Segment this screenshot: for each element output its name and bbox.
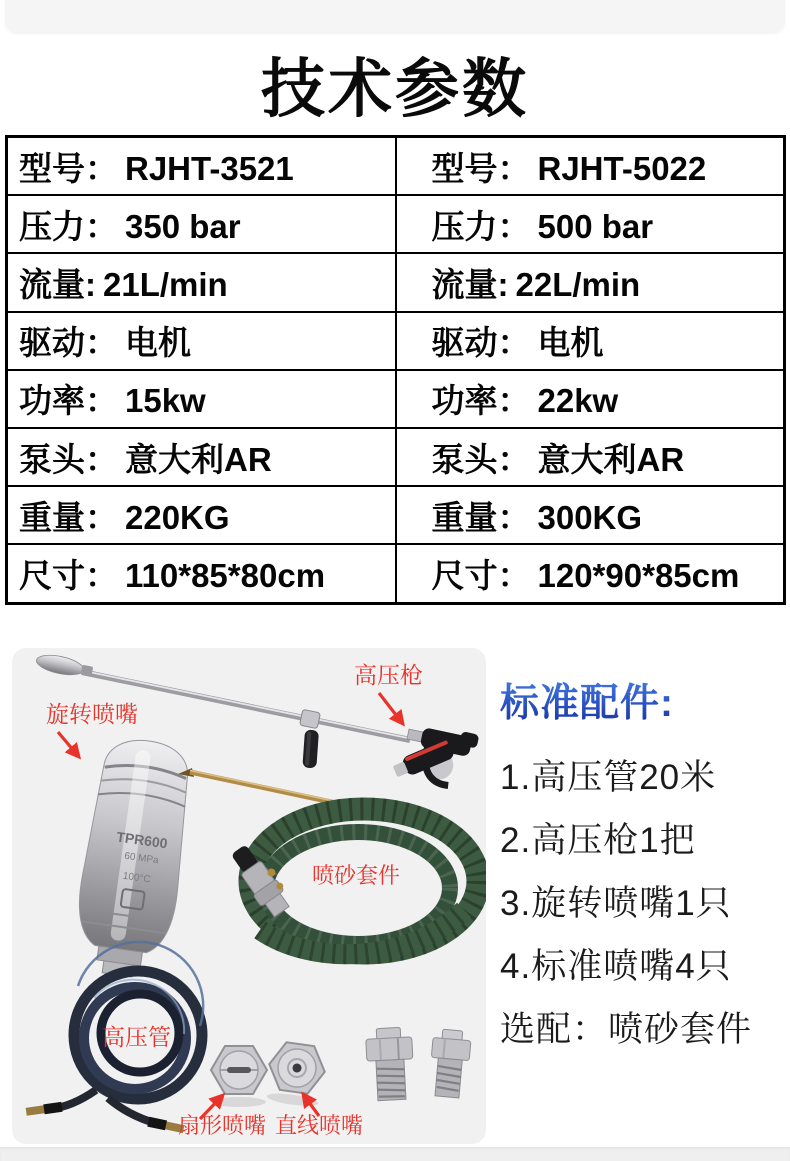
spec-sep: ：: [85, 207, 118, 245]
spec-value: 意大利AR: [125, 440, 272, 478]
spec-sep: :: [497, 265, 509, 303]
spec-value: 电机: [125, 324, 191, 362]
spec-cell-model-2: [396, 137, 785, 196]
list-item: 4.标准喷嘴4只: [500, 947, 732, 986]
spec-label: 型号: [19, 149, 85, 187]
list-item: 选配：喷砂套件: [500, 1010, 753, 1049]
spec-cell-size-1: [7, 544, 396, 603]
spec-value: 22kw: [537, 382, 619, 420]
spec-value: RJHT-5022: [537, 149, 707, 187]
spec-cell-power-1: [7, 370, 396, 428]
nozzle-engraving-temp: 100°C: [122, 870, 152, 886]
spec-sep: ：: [497, 149, 531, 187]
rotary-nozzle-label: 旋转喷嘴: [46, 701, 138, 727]
spec-value: 意大利AR: [537, 440, 685, 478]
spec-cell-power-2: [396, 370, 785, 428]
brass-rod-art: [178, 768, 350, 806]
rotary-nozzle-arrow: [58, 732, 79, 757]
spec-label: 功率: [431, 382, 498, 420]
spray-gun-art: [388, 718, 480, 795]
spec-sep: ：: [497, 382, 531, 420]
spec-value: 500 bar: [537, 207, 654, 245]
spec-cell-model-1: [7, 137, 396, 196]
spec-value: 21L/min: [103, 265, 228, 303]
high-pressure-gun-label: 高压枪: [354, 662, 423, 688]
table-row: [7, 544, 785, 603]
spec-cell-drive-2: [396, 312, 785, 370]
spec-label: 压力: [19, 207, 85, 245]
table-row: [7, 137, 785, 196]
threaded-fitting-left: [365, 1027, 415, 1101]
spec-label: 重量: [431, 498, 498, 536]
table-row: [7, 253, 785, 311]
accessories-list: [500, 758, 790, 1050]
spec-sep: ：: [85, 149, 118, 187]
spec-cell-pressure-1: [7, 195, 396, 253]
spec-sep: :: [85, 265, 96, 303]
spec-sep: ：: [497, 440, 531, 478]
table-row: [7, 428, 785, 486]
lance-tip-nozzle: [35, 652, 94, 680]
next-section-edge: [0, 1147, 790, 1161]
spec-label: 驱动: [431, 324, 498, 362]
rotary-nozzle-art: [69, 734, 197, 981]
spec-sep: ：: [497, 498, 531, 536]
accessories-heading: 标准配件:: [500, 672, 674, 728]
sandblast-kit-label: 喷砂套件: [312, 863, 401, 888]
table-row: [7, 195, 785, 253]
nozzle-engraving-model: TPR600: [115, 828, 169, 852]
spec-label: 尺寸: [19, 556, 85, 594]
spec-value: 120*90*85cm: [537, 556, 740, 594]
spec-value: 300KG: [537, 498, 643, 536]
spec-sep: ：: [497, 324, 531, 362]
previous-section-edge: [5, 0, 785, 32]
product-photo-panel: [12, 648, 486, 1144]
table-row: [7, 312, 785, 370]
spec-value: 220KG: [125, 498, 230, 536]
spec-label: 压力: [431, 207, 498, 245]
spec-label: 流量: [19, 265, 85, 303]
spec-cell-pump-2: [396, 428, 785, 486]
spec-sep: ：: [85, 440, 118, 478]
spec-cell-pressure-2: [396, 195, 785, 253]
spec-label: 重量: [19, 498, 85, 536]
spec-sep: ：: [85, 498, 118, 536]
gun-arrow: [379, 693, 403, 724]
spec-cell-weight-1: [7, 486, 396, 544]
straight-nozzle-art: [264, 1040, 328, 1108]
spec-table: [5, 135, 786, 605]
spec-label: 泵头: [431, 440, 498, 478]
spec-label: 型号: [431, 149, 498, 187]
list-item: 3.旋转喷嘴1只: [500, 884, 732, 923]
spec-value: 15kw: [125, 382, 206, 420]
spec-cell-weight-2: [396, 486, 785, 544]
spec-value: 110*85*80cm: [125, 556, 326, 594]
spec-value: 22L/min: [515, 265, 641, 303]
list-item: 2.高压枪1把: [500, 821, 696, 860]
spec-sep: ：: [497, 556, 531, 594]
straight-nozzle-label: 直线喷嘴: [275, 1113, 364, 1138]
high-pressure-hose-label: 高压管: [102, 1024, 171, 1050]
spec-cell-pump-1: [7, 428, 396, 486]
spec-label: 尺寸: [431, 556, 498, 594]
spec-label: 泵头: [19, 440, 85, 478]
spec-label: 功率: [19, 382, 85, 420]
spec-sep: ：: [85, 382, 118, 420]
table-row: [7, 486, 785, 544]
fan-nozzle-label: 扇形喷嘴: [178, 1113, 267, 1138]
spec-cell-flow-1: [7, 253, 396, 311]
spec-value: 350 bar: [125, 207, 241, 245]
spec-sep: ：: [85, 556, 118, 594]
spec-cell-drive-1: [7, 312, 396, 370]
standard-accessories-section: [500, 672, 790, 1073]
spec-sep: ：: [85, 324, 118, 362]
table-row: [7, 370, 785, 428]
page-title: 技术参数: [261, 53, 529, 125]
lance-grip: [302, 730, 319, 769]
threaded-fitting-right: [428, 1028, 472, 1098]
spec-cell-size-2: [396, 544, 785, 603]
nozzle-engraving-pressure: 60 MPa: [123, 850, 160, 867]
spec-label: 驱动: [19, 324, 85, 362]
spec-value: 电机: [537, 324, 604, 362]
spec-sep: ：: [497, 207, 531, 245]
spec-label: 流量: [431, 265, 498, 303]
spec-value: RJHT-3521: [125, 149, 294, 187]
list-item: 1.高压管20米: [500, 758, 717, 797]
spec-cell-flow-2: [396, 253, 785, 311]
